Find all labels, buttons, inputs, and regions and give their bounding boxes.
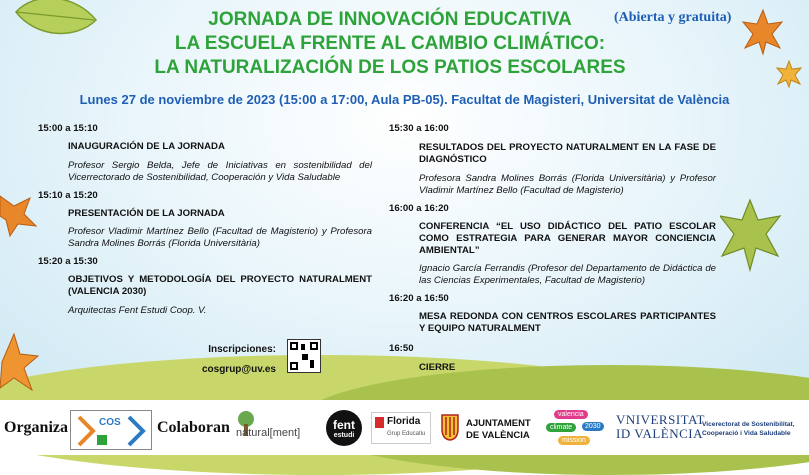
agenda-time: 16:20 a 16:50	[389, 293, 449, 304]
leaf-orange-left-icon	[0, 192, 38, 238]
agenda-title: MESA REDONDA CON CENTROS ESCOLARES PARTICIPANTES Y EQUIPO NATURALMENT	[419, 311, 716, 334]
organiza-label: Organiza	[4, 419, 68, 436]
program-left-column	[38, 123, 372, 317]
agenda-item	[38, 123, 372, 184]
colaboran-label: Colaboran	[157, 419, 230, 436]
agenda-time: 15:20 a 15:30	[38, 256, 98, 267]
climate-mission-logo	[544, 410, 606, 450]
agenda-speaker: Ignacio García Ferrandis (Profesor del Departamento de Didáctica de las Ciencias Experimentales, Facultad de Magisterio)	[419, 263, 716, 286]
program-right-column	[389, 123, 716, 374]
ajuntament-line-1: AJUNTAMENT	[466, 418, 531, 429]
agenda-item	[38, 190, 372, 250]
registration-block	[200, 342, 276, 378]
agenda-speaker: Profesor Sergio Belda, Jefe de Iniciativas en sostenibilidad del Vicerrectorado de Sostenibilidad, Cooperación y Vida Saludable	[68, 160, 372, 183]
mission-tag-2: climate	[546, 423, 576, 432]
vicerectorat-text	[702, 420, 795, 438]
agenda-time: 16:00 a 16:20	[389, 203, 449, 214]
agenda-title: RESULTADOS DEL PROYECTO NATURALMENT EN LA FASE DE DIAGNÓSTICO	[419, 142, 716, 165]
qr-code[interactable]	[287, 339, 321, 373]
leaf-green-right-icon	[720, 198, 782, 274]
leaf-orange-bottom-left-icon	[0, 332, 42, 394]
mission-tag-1: valencia	[554, 410, 588, 419]
cos-text: COS	[99, 417, 121, 428]
agenda-item	[389, 343, 716, 374]
agenda-title: PRESENTACIÓN DE LA JORNADA	[68, 208, 225, 219]
agenda-title: CIERRE	[419, 362, 456, 373]
agenda-item	[389, 203, 716, 287]
florida-logo	[371, 412, 431, 444]
uv-logo	[616, 413, 705, 441]
naturalment-logo: natural[ment]	[236, 427, 301, 439]
ajuntament-logo	[466, 418, 531, 442]
agenda-time: 15:00 a 15:10	[38, 123, 98, 134]
fent-subtext: estudi	[333, 432, 355, 439]
agenda-item	[389, 293, 716, 335]
event-date: Lunes 27 de noviembre de 2023 (15:00 a 17:00, Aula PB-05). Facultat de Magisteri, Universitat de València	[79, 92, 730, 107]
ajuntament-line-2: DE VALÈNCIA	[466, 430, 530, 441]
cos-logo	[70, 410, 152, 450]
agenda-title: CONFERENCIA “EL USO DIDÁCTICO DEL PATIO ESCOLAR COMO ESTRATEGIA PARA GENERAR MAYOR CONCIENCIA AMBIENTAL”	[419, 221, 716, 256]
agenda-time: 16:50	[389, 343, 414, 354]
fent-text: fent	[333, 418, 355, 432]
uv-line-1: VNIVERSITAT	[616, 412, 705, 427]
vice-line-1: Vicerectorat de Sostenibilitat,	[702, 421, 795, 428]
agenda-time: 15:30 a 16:00	[389, 123, 449, 134]
free-open-tag: (Abierta y gratuita)	[614, 10, 732, 25]
florida-text: Florida	[387, 416, 421, 427]
florida-subtext: Grup Educatiu	[387, 431, 426, 437]
agenda-time: 15:10 a 15:20	[38, 190, 98, 201]
agenda-title: OBJETIVOS Y METODOLOGÍA DEL PROYECTO NATURALMENT (VALENCIA 2030)	[68, 274, 372, 297]
title-line-3: LA NATURALIZACIÓN DE LOS PATIOS ESCOLARES	[154, 57, 626, 78]
title-line-2: LA ESCUELA FRENTE AL CAMBIO CLIMÁTICO:	[174, 33, 606, 54]
ajuntament-shield-icon	[440, 413, 460, 441]
agenda-item	[389, 123, 716, 197]
agenda-speaker: Arquitectas Fent Estudi Coop. V.	[68, 305, 207, 316]
uv-line-2: ID VALÈNCIA	[616, 426, 703, 441]
vice-line-2: Cooperació i Vida Saludable	[702, 430, 791, 437]
registration-label: Inscripciones:	[208, 344, 276, 355]
title-line-1: JORNADA DE INNOVACIÓN EDUCATIVA	[208, 9, 572, 30]
agenda-speaker: Profesora Sandra Molines Borrás (Florida Universitària) y Profesor Vladimir Martínez Bello (Facultad de Magisterio)	[419, 173, 716, 196]
agenda-speaker: Profesor Vladimir Martínez Bello (Facultad de Magisterio) y Profesora Sandra Molines Borrás (Florida Universitària)	[68, 226, 372, 249]
registration-email[interactable]: cosgrup@uv.es	[201, 364, 276, 375]
agenda-item	[38, 256, 372, 317]
mission-tag-4: 2030	[582, 422, 604, 431]
agenda-title: INAUGURACIÓN DE LA JORNADA	[68, 141, 225, 152]
fent-logo	[326, 410, 362, 446]
mission-tag-3: mission	[558, 436, 590, 445]
